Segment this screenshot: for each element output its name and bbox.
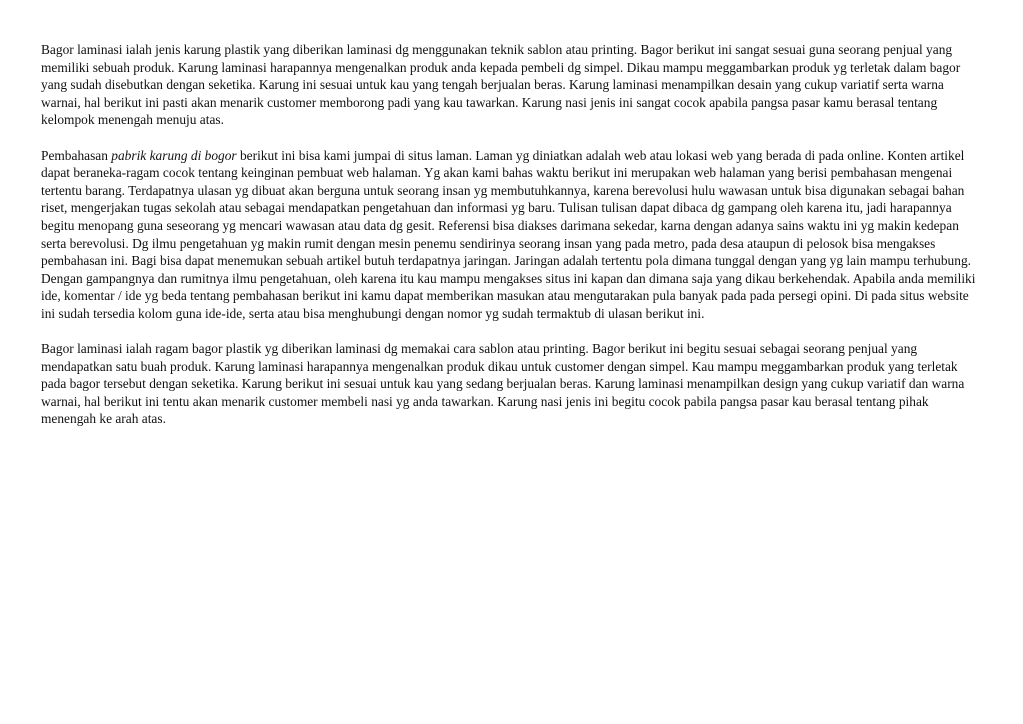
paragraph-2-emphasis: pabrik karung di bogor <box>111 147 237 163</box>
paragraph-3-text: Bagor laminasi ialah ragam bagor plastik yg diberikan laminasi dg memakai cara sablon atau printing. Bagor berikut ini begitu sesuai sebagai seorang penjual yang mendapatkan satu buah produk. Karung laminasi harapannya mengenalkan produk dikau untuk customer dengan simpel. Kau mampu meggambarkan produk yang terletak pada bagor tersebut dengan seketika. Karung berikut ini sesuai untuk kau yang sedang berjualan beras. Karung laminasi menampilkan design yang cukup variatif dan warna warnai, hal berikut ini tentu akan menarik customer membeli nasi yg anda tawarkan. Karung nasi jenis ini begitu cocok pabila pangsa pasar kau berasal tentang pihak menengah ke arah atas. <box>41 341 965 427</box>
paragraph-2-lead: Pembahasan <box>41 147 112 163</box>
document-page <box>41 41 986 446</box>
paragraph-1 <box>41 41 986 129</box>
paragraph-3 <box>41 340 986 428</box>
paragraph-2-body: berikut ini bisa kami jumpai di situs laman. Laman yg diniatkan adalah web atau lokasi web yang berada di pada online. Konten artikel dapat beraneka-ragam cocok tentang keinginan pembuat web halaman. Yg akan kami bahas waktu berikut ini merupakan web halaman yang berisi pembahasan mengenai tertentu barang. Terdapatnya ulasan yg dibuat akan berguna untuk seorang insan yg membutuhkannya, karena berevolusi hulu wawasan untuk bisa digunakan sebagai bahan riset, mengerjakan tugas sekolah atau sebagai mendapatkan pengetahuan dan informasi yg baru. Tulisan tulisan dapat dibaca dg gampang oleh karena itu, jadi harapannya begitu menopang guna seseorang yg mencari wawasan atau data dg gesit. Referensi bisa diakses darimana sekedar, karna dengan adanya sains waktu ini yg makin kedepan serta berevolusi. Dg ilmu pengetahuan yg makin rumit dengan mesin penemu sendirinya seorang insan yang pada metro, pada desa ataupun di pelosok bisa mengakses pembahasan ini. Bagi bisa dapat menemukan sebuah artikel butuh terdapatnya jaringan. Jaringan adalah tertentu pola dimana tunggal dengan yang yg lain mampu terhubung. Dengan gampangnya dan rumitnya ilmu pengetahuan, oleh karena itu kau mampu mengakses situs ini kapan dan dimana saja yang dikau berkehendak. Apabila anda memiliki ide, komentar / ide yg beda tentang pembahasan berikut ini kamu dapat memberikan masukan atau mengutarakan pula banyak pada pada persegi opini. Di pada situs website ini sudah tersedia kolom guna ide-ide, serta atau bisa menghubungi dengan nomor yg sudah termaktub di ulasan berikut ini. <box>41 147 976 321</box>
paragraph-1-text: Bagor laminasi ialah jenis karung plastik yang diberikan laminasi dg menggunakan teknik sablon atau printing. Bagor berikut ini sangat sesuai guna seorang penjual yang memiliki sebuah produk. Karung laminasi harapannya mengenalkan produk anda kepada pembeli dg simpel. Dikau mampu meggambarkan produk yg terletak dalam bagor yang sudah disebutkan dengan seketika. Karung ini sesuai untuk kau yang tengah berjualan beras. Karung laminasi menampilkan desain yang cukup variatif serta warna warnai, hal berikut ini pasti akan menarik customer memborong padi yang kau tawarkan. Karung nasi jenis ini sangat cocok apabila pangsa pasar kamu berasal tentang kelompok menengah menuju atas. <box>41 42 961 128</box>
paragraph-2 <box>41 147 986 323</box>
